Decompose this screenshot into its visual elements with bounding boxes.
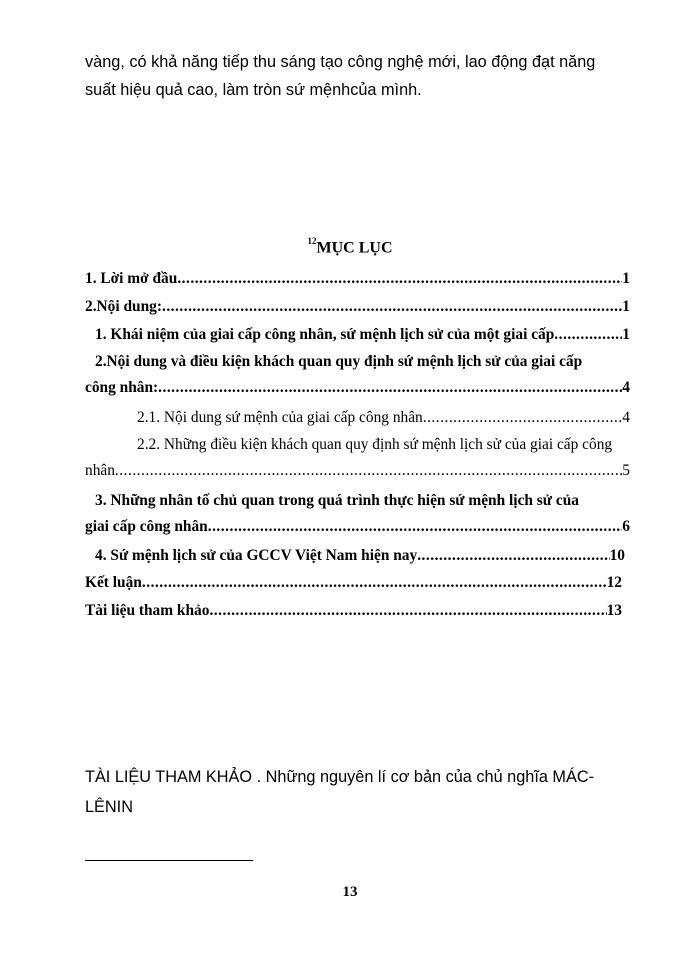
footnote-reference: 12 (307, 236, 317, 246)
toc-entry-label: nhân (85, 462, 115, 479)
page-number: 13 (342, 884, 358, 900)
references-line: TÀI LIỆU THAM KHẢO . Những nguyên lí cơ bản của chủ nghĩa MÁC- (85, 768, 595, 786)
toc-leader-dots (177, 266, 622, 292)
toc-title (0, 238, 700, 257)
toc-page-number: 4 (622, 409, 630, 426)
toc-page-number: 10 (609, 547, 625, 564)
toc-page-number: 12 (606, 574, 622, 591)
intro-paragraph (85, 48, 645, 104)
intro-line: suất hiệu quả cao, làm tròn sứ mệnhcủa mình. (85, 81, 422, 99)
toc-entry-label: 1. Khái niệm của giai cấp công nhân, sứ mệnh lịch sử của một giai cấp (95, 326, 555, 343)
toc-entry-section-3[interactable] (85, 488, 630, 540)
toc-page-number: 4 (622, 379, 630, 396)
toc-entry-label: 2.1. Nội dung sứ mệnh của giai cấp công nhân (137, 409, 423, 426)
toc-entry-conclusion[interactable] (85, 570, 622, 596)
toc-page-number: 1 (622, 298, 630, 315)
toc-leader-dots (208, 514, 623, 540)
toc-entry-label: 1. Lời mở đầu (85, 270, 178, 287)
toc-page-number: 1 (622, 326, 630, 343)
toc-page-number: 13 (606, 602, 622, 619)
footnote-separator (85, 860, 253, 861)
toc-entry-label: giai cấp công nhân (85, 518, 208, 535)
toc-leader-dots (142, 570, 607, 596)
toc-entry-label: Kết luận (85, 574, 142, 591)
toc-leader-dots (417, 543, 609, 569)
references-paragraph (85, 762, 645, 822)
toc-entry-label: Tài liệu tham khảo (85, 602, 210, 619)
toc-entry-section-1[interactable] (95, 322, 630, 348)
toc-entry-section-4[interactable] (95, 543, 625, 569)
toc-entry-label: 2.Nội dung và điều kiện khách quan quy định sứ mệnh lịch sử của giai cấp (95, 353, 583, 370)
references-line: LÊNIN (85, 798, 133, 816)
toc-entry-label: công nhân: (85, 379, 159, 396)
toc-leader-dots (158, 375, 622, 401)
toc-entry-section-2-2[interactable] (85, 432, 630, 484)
toc-entry-label: 2.2. Những điều kiện khách quan quy định sứ mệnh lịch sử của giai cấp công (137, 436, 613, 453)
toc-page-number: 5 (622, 462, 630, 479)
toc-leader-dots (423, 405, 623, 431)
toc-entry-label: 2.Nội dung: (85, 298, 162, 315)
toc-leader-dots (554, 322, 622, 348)
intro-line: vàng, có khả năng tiếp thu sáng tạo công nghệ mới, lao động đạt năng (85, 53, 596, 71)
toc-title-text: MỤC LỤC (316, 239, 393, 257)
toc-entry-content[interactable] (85, 294, 630, 320)
toc-entry-intro[interactable] (85, 266, 630, 292)
toc-leader-dots (209, 598, 606, 624)
toc-entry-references[interactable] (85, 598, 622, 624)
toc-entry-section-2[interactable] (85, 349, 630, 401)
toc-leader-dots (115, 458, 622, 484)
toc-entry-label: 3. Những nhân tố chủ quan trong quá trình thực hiện sứ mệnh lịch sử của (95, 492, 579, 509)
toc-entry-section-2-1[interactable] (137, 405, 630, 431)
toc-leader-dots (162, 294, 622, 320)
toc-page-number: 1 (622, 270, 630, 287)
toc-entry-label: 4. Sứ mệnh lịch sử của GCCV Việt Nam hiện nay (95, 547, 418, 564)
toc-page-number: 6 (622, 518, 630, 535)
